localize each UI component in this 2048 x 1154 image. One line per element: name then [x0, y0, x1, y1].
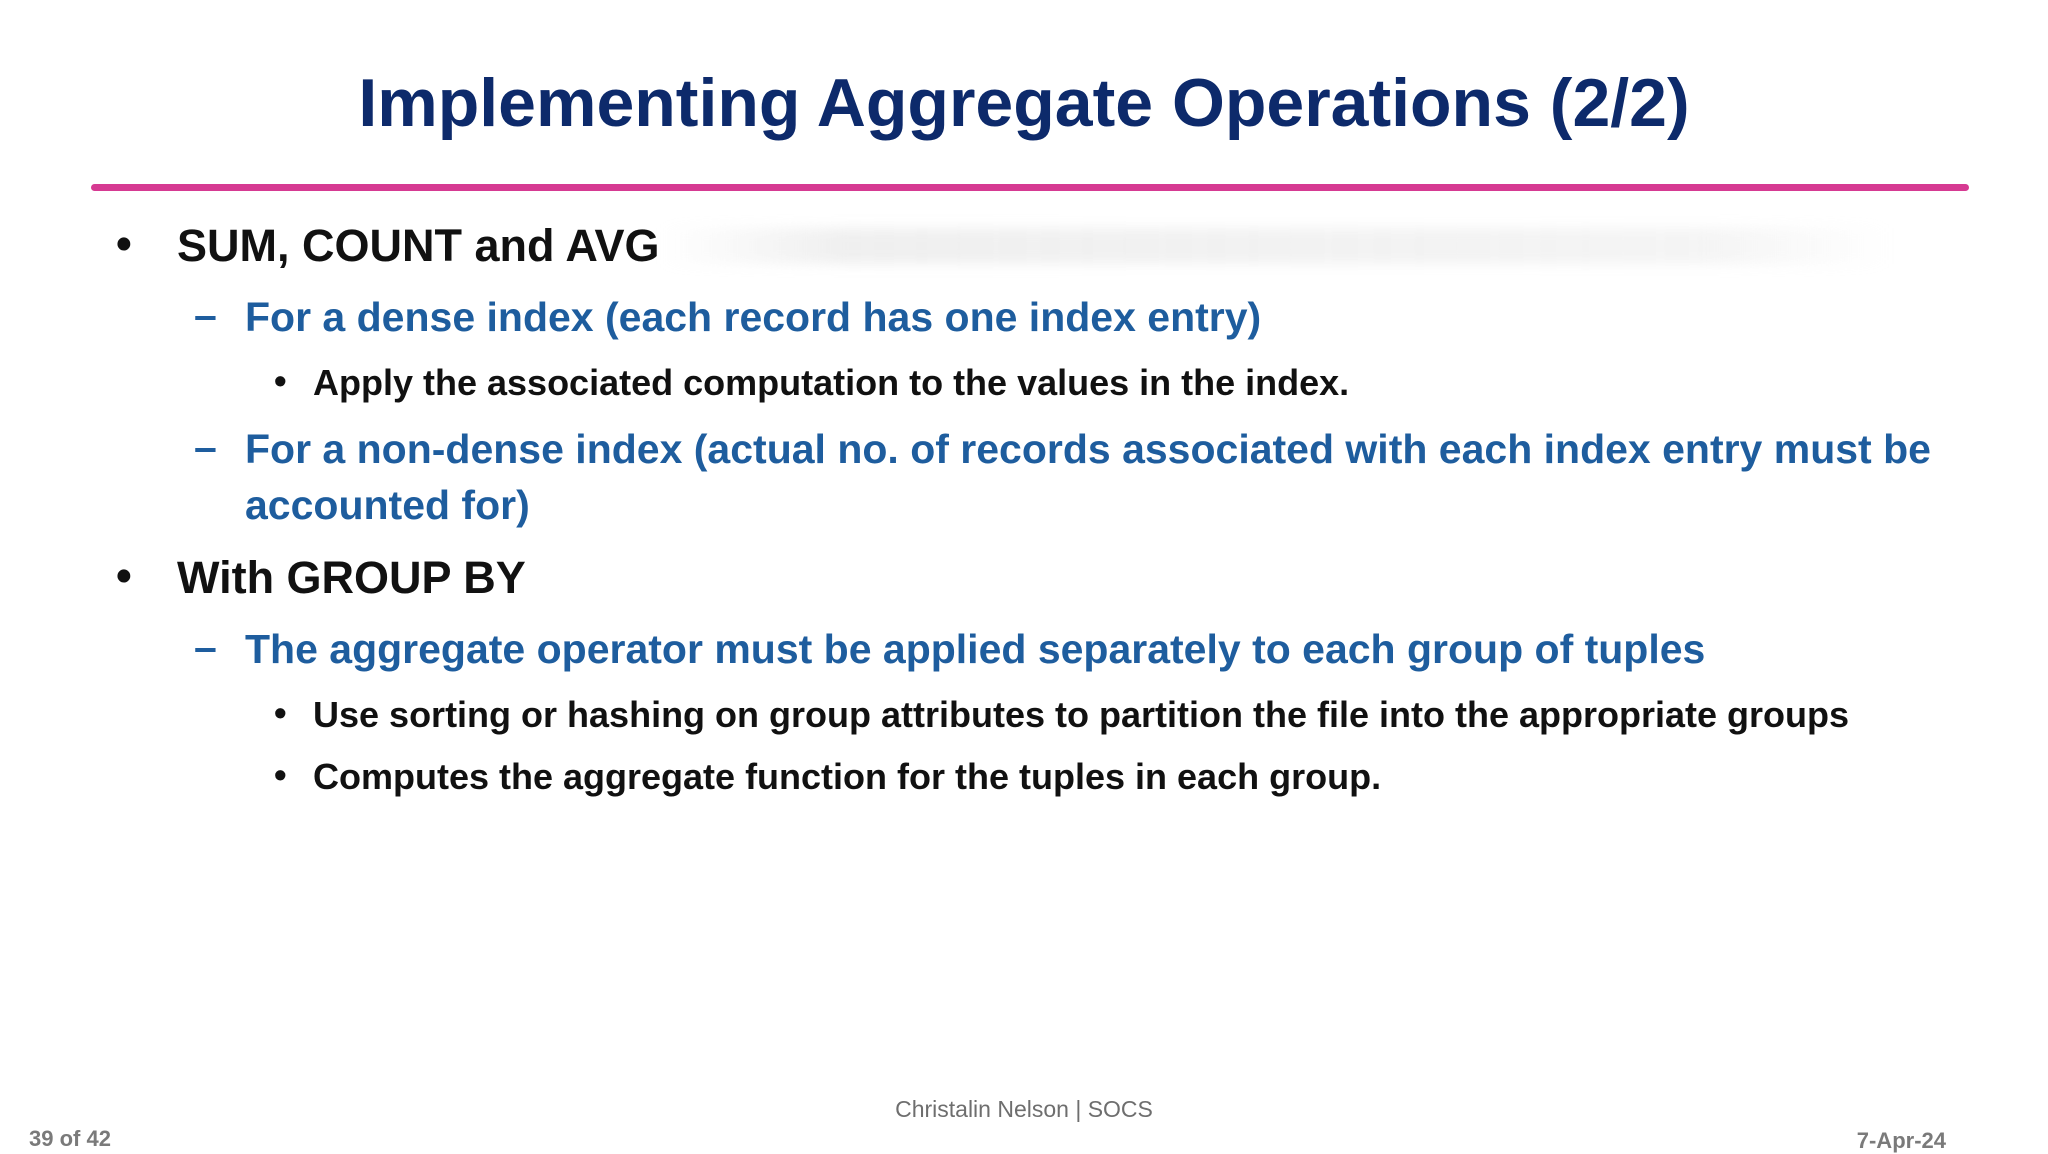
bullet-marker: • — [274, 692, 287, 733]
bullet-marker: • — [116, 550, 132, 601]
highlight-shadow — [660, 228, 1890, 264]
sub-non-dense-index-line2: accounted for) — [245, 482, 530, 528]
title-divider — [91, 184, 1969, 191]
subsub-apply-computation: Apply the associated computation to the values in the index. — [313, 362, 1350, 403]
subsub-computes-aggregate: Computes the aggregate function for the tuples in each group. — [313, 756, 1382, 797]
slide-page-number: 39 of 42 — [29, 1126, 111, 1151]
slide-date: 7-Apr-24 — [1856, 1128, 1946, 1153]
bullet-marker: • — [274, 754, 287, 795]
sub-aggregate-operator: The aggregate operator must be applied separately to each group of tuples — [245, 626, 1706, 672]
dash-marker: – — [194, 624, 217, 670]
slide-title: Implementing Aggregate Operations (2/2) — [358, 65, 1690, 141]
bullet-sum-count-avg: SUM, COUNT and AVG — [177, 220, 660, 271]
subsub-sorting-hashing: Use sorting or hashing on group attributes to partition the file into the appropriate groups — [313, 694, 1850, 735]
dash-marker: – — [194, 424, 217, 470]
footer-author: Christalin Nelson | SOCS — [895, 1096, 1153, 1122]
sub-non-dense-index-line1: For a non-dense index (actual no. of records associated with each index entry must be — [245, 426, 1931, 472]
dash-marker: – — [194, 292, 217, 338]
bullet-group-by: With GROUP BY — [177, 552, 526, 603]
sub-dense-index: For a dense index (each record has one index entry) — [245, 294, 1262, 340]
bullet-marker: • — [116, 218, 132, 269]
bullet-marker: • — [274, 360, 287, 401]
